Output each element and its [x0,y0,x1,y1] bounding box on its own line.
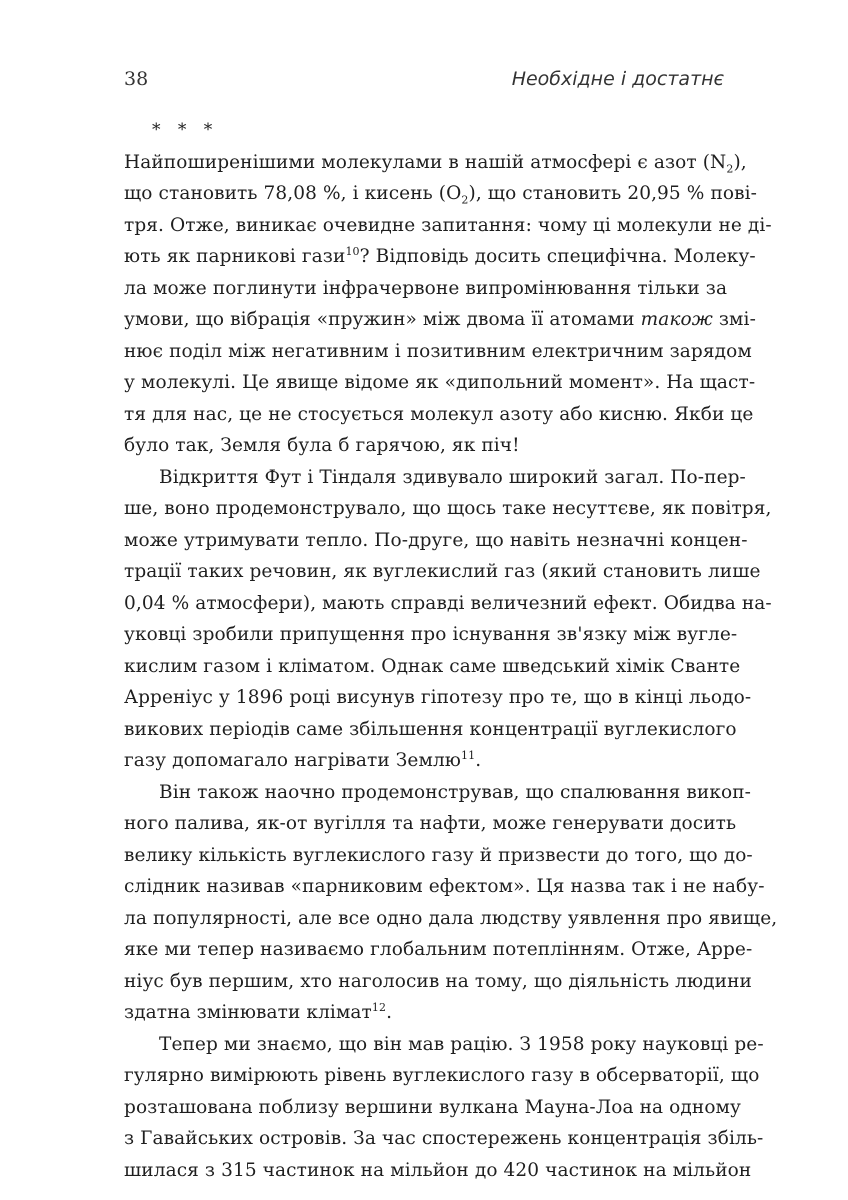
paragraph-first-line: Тепер ми знаємо, що він мав рацію. З 1958 року науковці ре- [159,1033,764,1055]
paragraph-line: ла може поглинути інфрачервоне випромінювання тільки за [124,277,728,299]
emphasis: також [640,309,713,330]
paragraph-line: розташована поблизу вершини вулкана Мауна-Лоа на одному [124,1096,742,1118]
paragraph-line: гулярно вимірюють рівень вуглекислого газу в обсерваторії, що [124,1065,760,1086]
paragraph-line: з Гавайських островів. За час спостережень концентрація збіль- [124,1128,764,1149]
paragraph-line: тря. Отже, виникає очевидне запитання: чому ці молекули не ді- [124,214,772,236]
section-break-asterism: * * * [152,120,219,140]
paragraph-line: 0,04 % атмосфери), мають справді величезний ефект. Обидва на- [124,592,772,614]
paragraph-line: нює поділ між негативним і позитивним електричним зарядом [124,340,752,362]
body-text [124,115,778,1186]
paragraph-line: ніус був першим, хто наголосив на тому, що діяльність людини [124,970,752,992]
paragraph-line: ла популярності, але все одно дала людству уявлення про явище, [124,907,778,929]
paragraph-line: трації таких речовин, як вуглекислий газ (який становить лише [124,561,761,582]
paragraph-line: газу допомагало нагрівати Землю$^{11}$. [124,748,482,771]
paragraph-line: шилася з 315 частинок на мільйон до 420 частинок на мільйон [124,1159,752,1181]
paragraph-line: ють як парникові гази$^{10}$? Відповідь досить специфічна. Молеку- [124,244,756,267]
footnote-marker: 11 [461,748,476,762]
paragraph-line: Арреніус у 1896 році висунув гіпотезу про те, що в кінці льодо- [124,687,752,708]
footnote-marker: 12 [371,1000,387,1014]
paragraph-line: може утримувати тепло. По-друге, що навіть незначні концен- [124,529,748,551]
running-head [124,68,724,98]
paragraph-first-line: Він також наочно продемонстрував, що спалювання викоп- [159,781,751,803]
paragraph-line: Найпоширенішими молекулами в нашій атмосфері є азот $(N_2)$, [124,151,747,176]
paragraph-line: слідник називав «парниковим ефектом». Ця назва так і не набу- [124,876,765,897]
paragraph-line: було так, Земля була б гарячою, як піч! [124,435,520,456]
paragraph-line: велику кількість вуглекислого газу й призвести до того, що до- [124,844,753,866]
footnote-marker: 10 [345,244,360,258]
paragraph-line: ного палива, як-от вугілля та нафти, може генерувати досить [124,813,737,834]
paragraph-line: у молекулі. Це явище відоме як «дипольний момент». На щаст- [124,372,756,393]
paragraph-line: яке ми тепер називаємо глобальним потеплінням. Отже, Арре- [124,939,753,960]
paragraph-line: уковці зробили припущення про існування зв'язку між вугле- [124,624,738,645]
paragraph-line: здатна змінювати клімат$^{12}$. [124,1000,393,1023]
paragraph-line: тя для нас, це не стосується молекул азоту або кисню. Якби це [124,403,754,425]
paragraph-line: умови, що вібрація «пружин» між двома її атомами також змі- [124,309,756,330]
paragraph-line: що становить 78,08 %, і кисень $(O_2)$, що становить 20,95 % пові- [124,183,757,207]
paragraph-line: викових періодів саме збільшення концентрації вуглекислого [124,718,737,740]
page-number: 38 [124,68,149,90]
running-title: Необхідне і достатнє [511,68,724,90]
paragraph-line: ше, воно продемонструвало, що щось таке несуттєве, як повітря, [124,498,772,519]
paragraph-first-line: Відкриття Фут і Тіндаля здивувало широкий загал. По-пер- [159,466,746,488]
paragraph-line: кислим газом і кліматом. Однак саме шведський хімік Сванте [124,655,741,677]
